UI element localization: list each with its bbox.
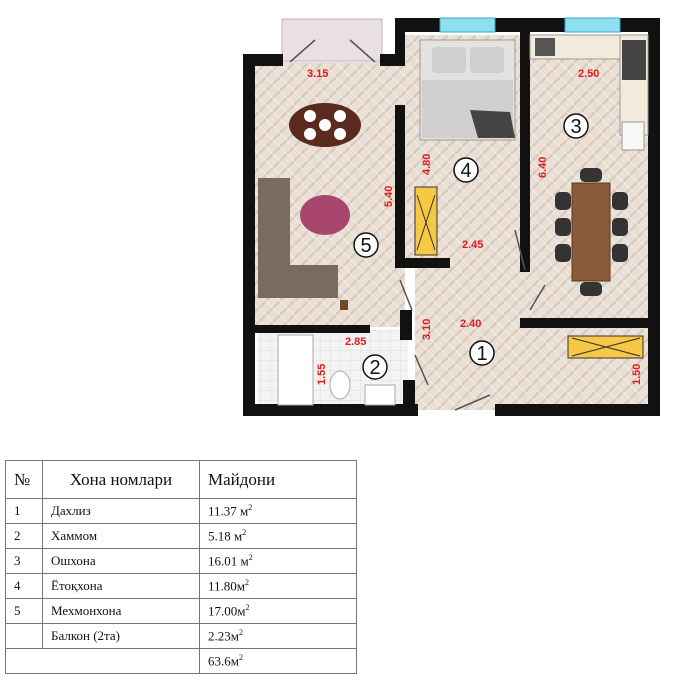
- dim-kitchen-height: 6.40: [537, 156, 549, 178]
- dim-hall-width: 2.40: [460, 318, 482, 330]
- total-row: $63.6м^2$: [6, 649, 357, 674]
- table-row: 1 Дахлиз 11.37 $м^2$: [6, 499, 357, 524]
- svg-text:5: 5: [360, 235, 372, 257]
- dim-bedroom-height: 4.80: [421, 153, 433, 175]
- dim-hall-right-height: 1.50: [631, 363, 643, 385]
- dim-bath-height: 1.55: [316, 363, 328, 385]
- dim-bedroom-width: 2.45: [462, 239, 484, 251]
- header-area: Майдони: [200, 461, 357, 499]
- dim-bath-width: 2.85: [345, 336, 367, 348]
- svg-text:3: 3: [570, 116, 582, 138]
- balcony-row: Балкон (2та) $2.23м^2$: [6, 624, 357, 649]
- dim-balcony-width: 3.15: [307, 68, 329, 80]
- table-row: 5 Мехмонхона $17.00м^2$: [6, 599, 357, 624]
- table-row: 2 Хаммом 5.18 $м^2$: [6, 524, 357, 549]
- svg-text:2: 2: [369, 357, 381, 379]
- table-row: 4 Ётоқхона $11.80м^2$: [6, 574, 357, 599]
- table-header-row: [6, 461, 357, 499]
- room-number-5: [354, 233, 378, 257]
- table-row: 3 Ошхона 16.01 $м^2$: [6, 549, 357, 574]
- header-num: №: [6, 461, 43, 499]
- bed: [420, 40, 515, 140]
- svg-text:4: 4: [460, 160, 472, 182]
- dim-kitchen-width: 2.50: [578, 68, 600, 80]
- room-number-1: [470, 341, 494, 365]
- room-number-2: [363, 355, 387, 379]
- room-number-4: [454, 158, 478, 182]
- header-room-name: Хона номлари: [43, 461, 200, 499]
- room-area-table: [5, 460, 357, 674]
- svg-text:1: 1: [476, 343, 488, 365]
- room-number-3: [564, 114, 588, 138]
- dim-hall-height: 3.10: [421, 318, 433, 340]
- dim-living-height: 5.40: [383, 185, 395, 207]
